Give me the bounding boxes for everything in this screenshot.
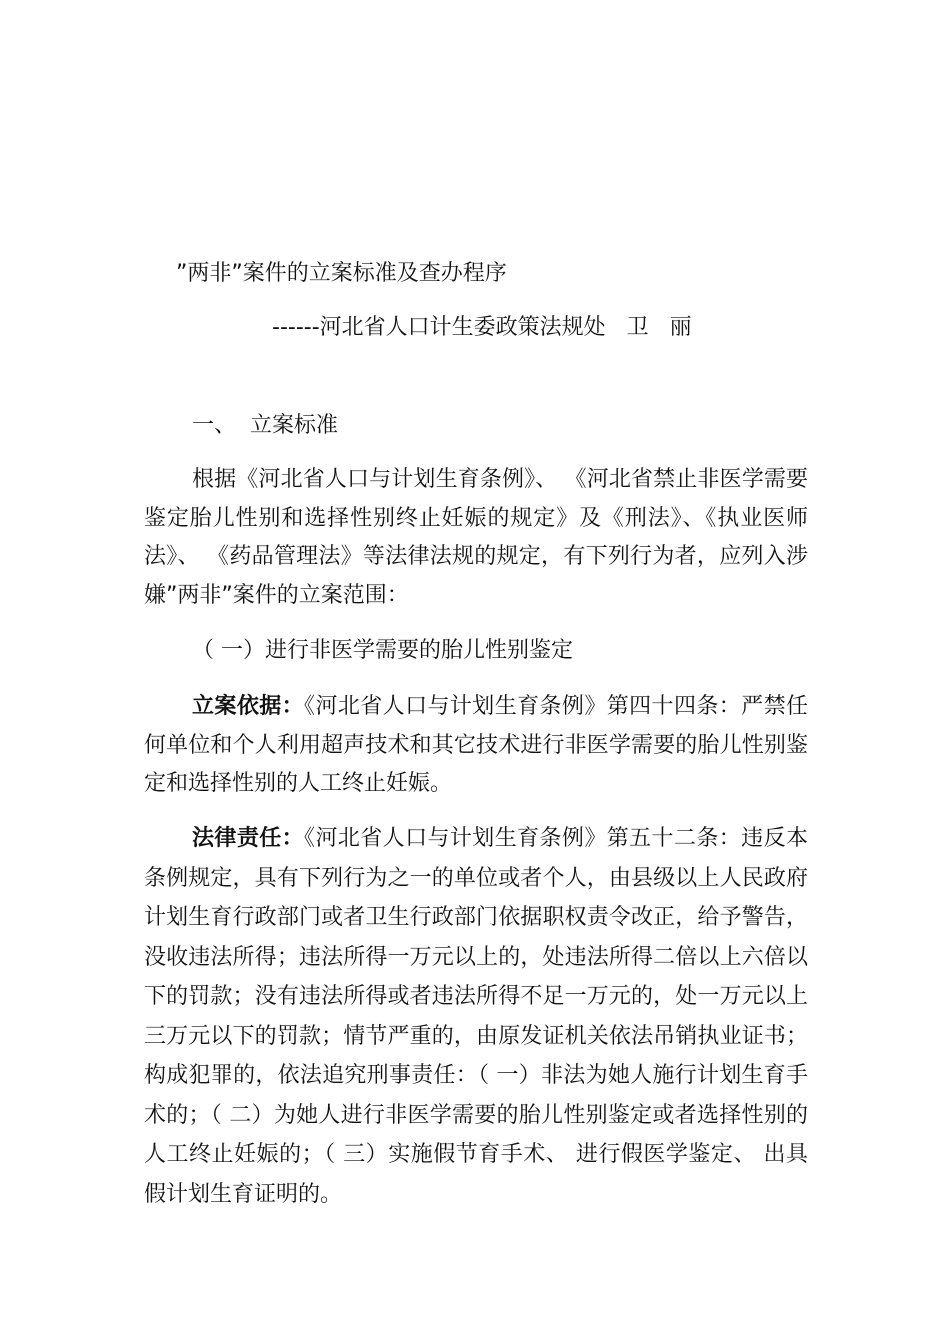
intro-paragraph: 根据《河北省人口与计划生育条例》、 《河北省禁止非医学需要鉴定胎儿性别和选择性别终止妊娠的规定》及《刑法》、《执业医师法》、 《药品管理法》等法律法规的规定，有下列行为者，应列入涉嫌”两非”案件的立案范围： — [144, 467, 808, 608]
document-title: ”两非”案件的立案标准及查办程序 — [176, 261, 507, 286]
item-heading: （ 一）进行非医学需要的胎儿性别鉴定 — [192, 638, 573, 663]
basis-text: 《河北省人口与计划生育条例》第四十四条：严禁任何单位和个人利用超声技术和其它技术进行非医学需要的胎儿性别鉴定和选择性别的人工终止妊娠。 — [144, 694, 808, 796]
liability-paragraph — [144, 819, 808, 1214]
liability-text: 《河北省人口与计划生育条例》第五十二条：违反本条例规定，具有下列行为之一的单位或者个人，由县级以上人民政府计划生育行政部门或者卫生行政部门依据职权责令改正，给予警告，没收违法所得；违法所得一万元以上的，处违法所得二倍以上六倍以下的罚款；没有违法所得或者违法所得不足一万元的，处一万元以上三万元以下的罚款；情节严重的，由原发证机关依法吊销执业证书；构成犯罪的，依法追究刑事责任：（ 一）非法为她人施行计划生育手术的；（ 二）为她人进行非医学需要的胎儿性别鉴定或者选择性别的人工终止妊娠的；（ 三）实施假节育手术、 进行假医学鉴定、 出具假计划生育证明的。 — [144, 826, 808, 1207]
section-heading: 一、 立案标准 — [192, 413, 338, 438]
basis-paragraph — [144, 688, 808, 804]
liability-label: 法律责任： — [192, 826, 305, 851]
author-line: ------河北省人口计生委政策法规处 卫 丽 — [272, 315, 692, 340]
basis-label: 立案依据： — [192, 694, 305, 719]
